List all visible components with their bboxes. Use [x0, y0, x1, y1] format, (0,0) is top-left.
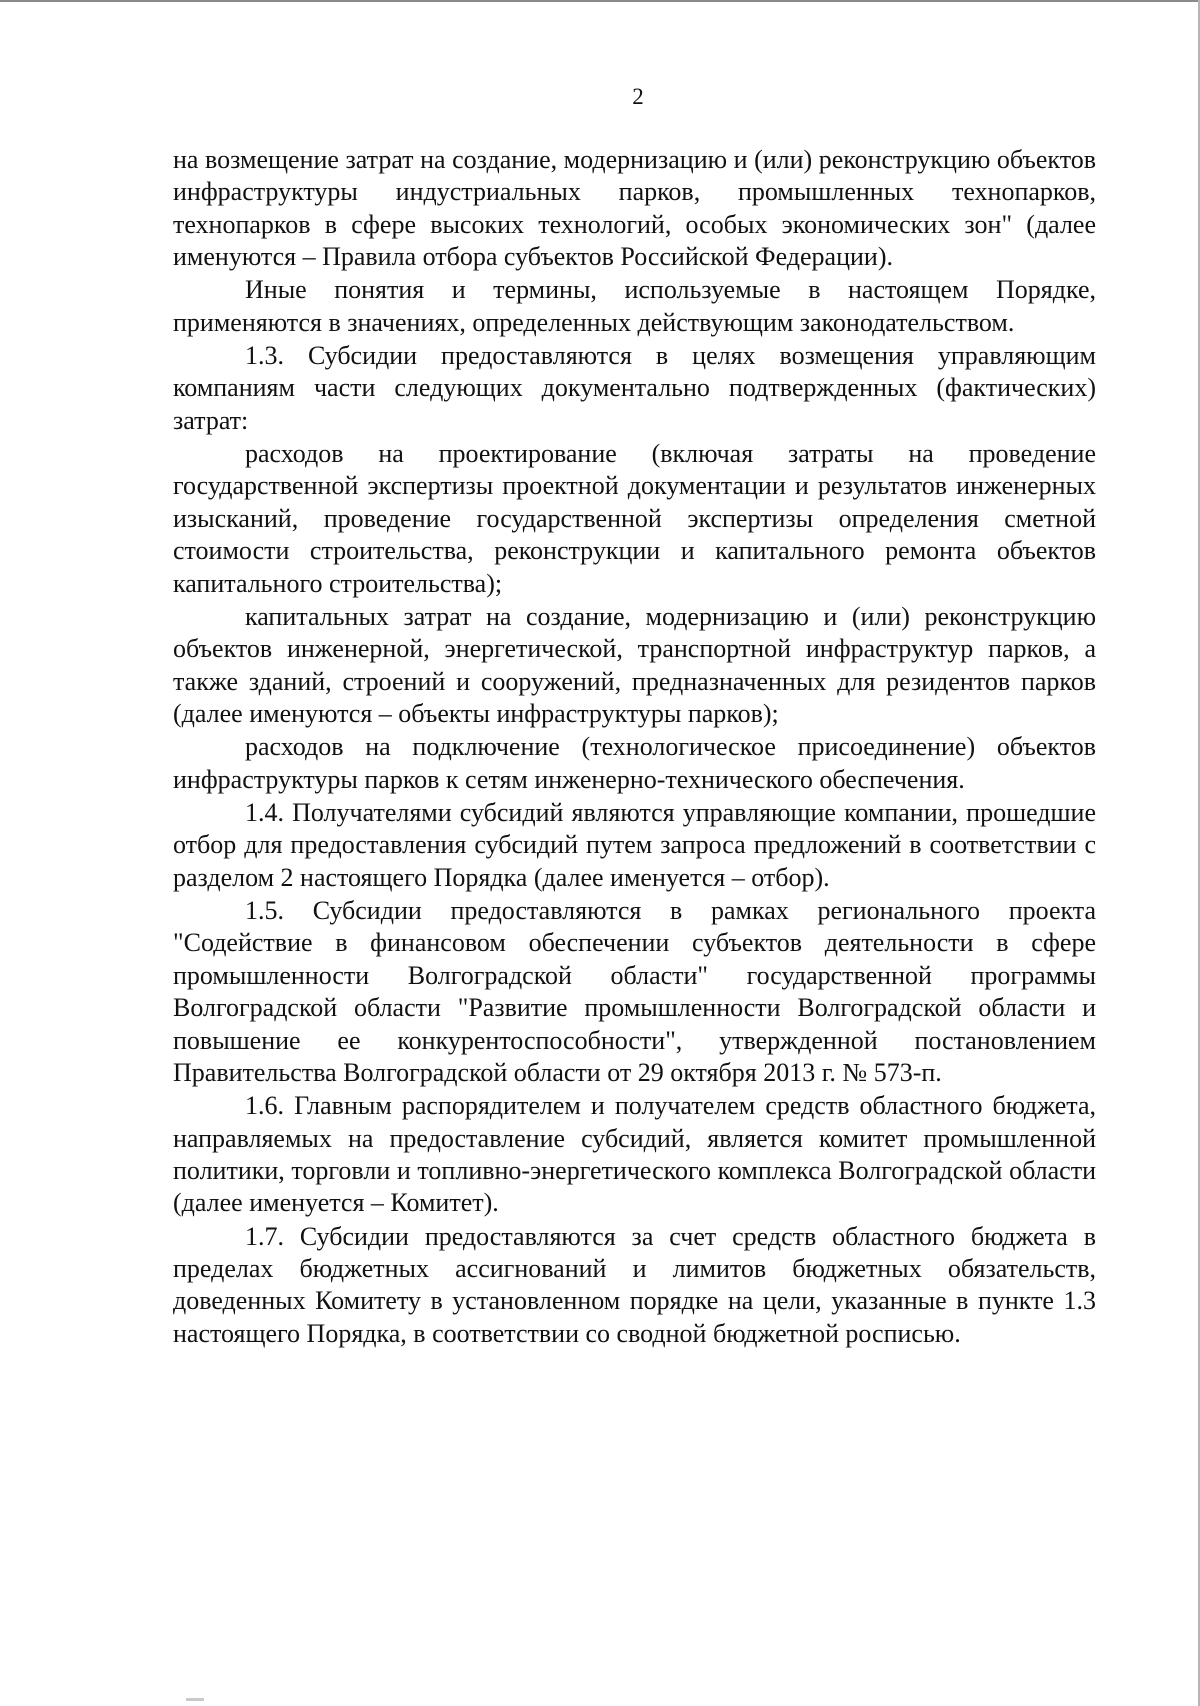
paragraph-definitions: Иные понятия и термины, используемые в настоящем Порядке, применяются в значениях, определенных действующим законодательством.: [173, 275, 1096, 337]
paragraph-continuation: на возмещение затрат на создание, модернизацию и (или) реконструкцию объектов инфраструктуры индустриальных парков, промышленных технопарков, технопарков в сфере высоких технологий, особых экономических зон" (далее именуются – Правила отбора субъектов Российской Федерации).: [173, 145, 1096, 272]
paragraph-1-5: 1.5. Субсидии предоставляются в рамках регионального проекта "Содействие в финансовом обеспечении субъектов деятельности в сфере промышленности Волгоградской области" государственной программы Волгоградской области "Развитие промышленности Волгоградской области и повышение ее конкурентоспособности", утвержденной постановлением Правительства Волгоградской области от 29 октября 2013 г. № 573-п.: [173, 895, 1096, 1087]
paragraph-design-costs: расходов на проектирование (включая затраты на проведение государственной экспертизы проектной документации и результатов инженерных изысканий, проведение государственной экспертизы определения сметной стоимости строительства, реконструкции и капитального ремонта объектов капитального строительства);: [173, 439, 1096, 598]
paragraph-capital-costs: капитальных затрат на создание, модернизацию и (или) реконструкцию объектов инженерной, энергетической, транспортной инфраструктур парков, а также зданий, строений и сооружений, предназначенных для резидентов парков (далее именуются – объекты инфраструктуры парков);: [173, 601, 1096, 729]
document-body: [173, 144, 1096, 1351]
paragraph-1-4: 1.4. Получателями субсидий являются управляющие компании, прошедшие отбор для предоставления субсидий путем запроса предложений в соответствии с разделом 2 настоящего Порядка (далее именуется – отбор).: [173, 797, 1096, 892]
paragraph-connection-costs: расходов на подключение (технологическое присоединение) объектов инфраструктуры парков к сетям инженерно-технического обеспечения.: [173, 732, 1096, 794]
paragraph-1-7: 1.7. Субсидии предоставляются за счет средств областного бюджета в пределах бюджетных ассигнований и лимитов бюджетных обязательств, доведенных Комитету в установленном порядке на цели, указанные в пункте 1.3 настоящего Порядка, в соответствии со сводной бюджетной росписью.: [173, 1221, 1096, 1348]
page-number: 2: [632, 84, 644, 109]
paragraph-1-3: 1.3. Субсидии предоставляются в целях возмещения управляющим компаниям части следующих документально подтвержденных (фактических) затрат:: [173, 341, 1096, 435]
scan-edge-top: [0, 0, 1200, 2]
paragraph-1-6: 1.6. Главным распорядителем и получателем средств областного бюджета, направляемых на предоставление субсидий, является комитет промышленной политики, торговли и топливно-энергетического комплекса Волгоградской области (далее именуется – Комитет).: [173, 1091, 1096, 1218]
scan-mark: [186, 1698, 204, 1701]
